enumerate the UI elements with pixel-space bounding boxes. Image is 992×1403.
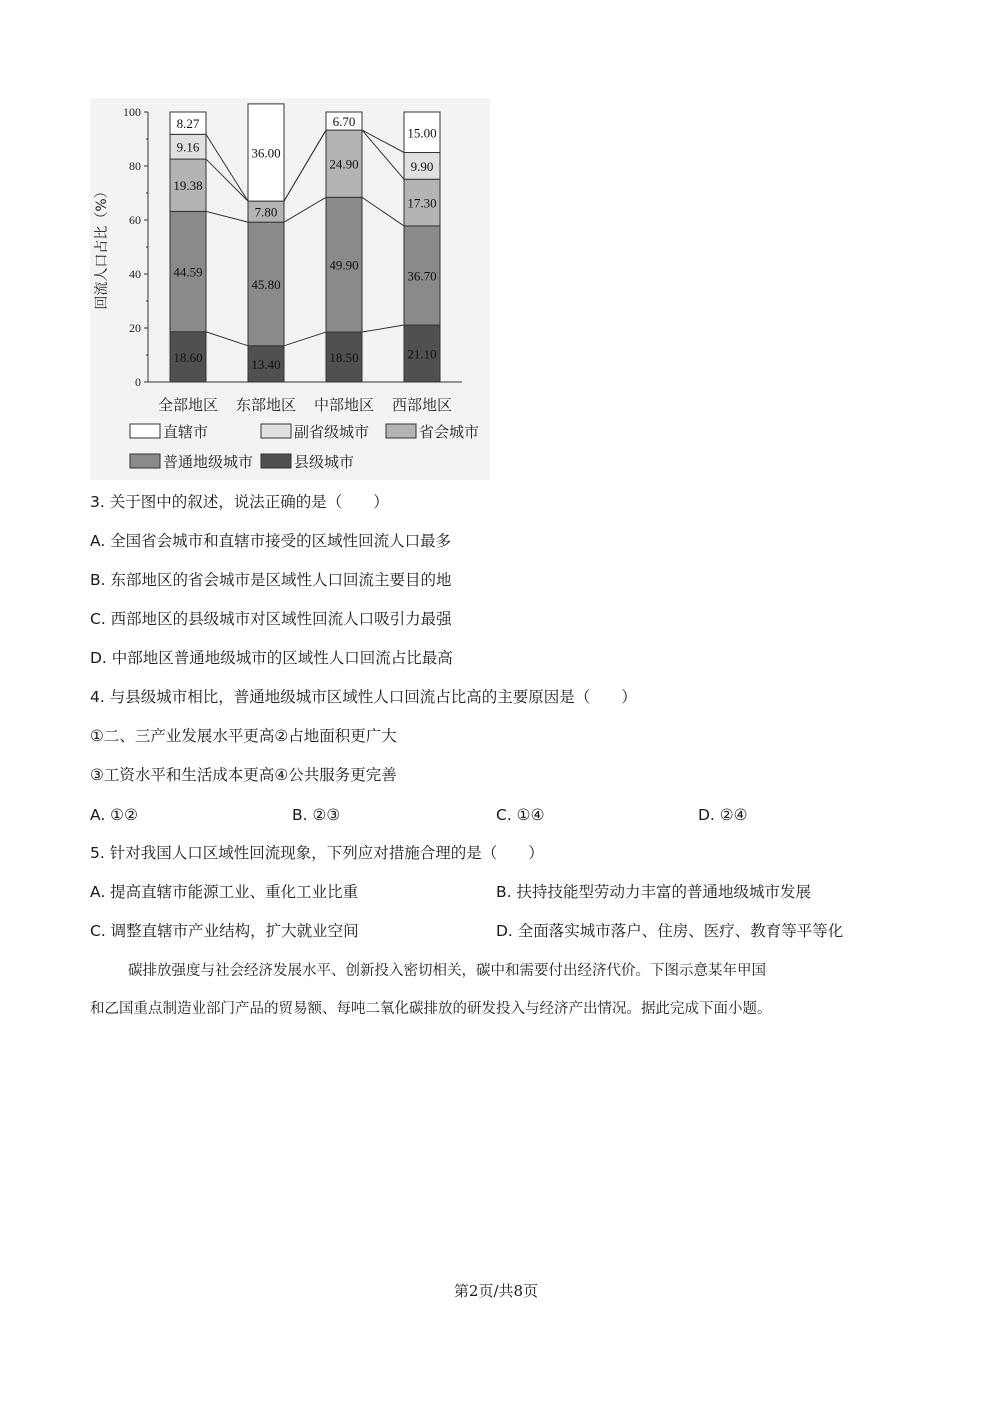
series-connector-line (362, 130, 404, 152)
series-connector-line (284, 130, 326, 201)
bar-value-label: 15.00 (407, 125, 437, 141)
q3-stem: 3. 关于图中的叙述，说法正确的是（ ） (90, 493, 389, 511)
q3-option-c: C. 西部地区的县级城市对区域性回流人口吸引力最强 (90, 610, 452, 628)
bar-value-label: 7.80 (254, 204, 278, 220)
bar-value-label: 21.10 (407, 346, 437, 362)
y-tick-label: 80 (129, 159, 141, 173)
series-connector-line (362, 325, 404, 332)
bar-value-label: 49.90 (329, 257, 359, 273)
bar-value-label: 17.30 (407, 195, 437, 211)
legend-label: 省会城市 (419, 423, 480, 441)
y-tick-label: 0 (135, 375, 141, 389)
q4-option-a: A. ①② (90, 806, 138, 824)
series-connector-line (206, 159, 248, 201)
legend-label: 直辖市 (163, 423, 209, 441)
legend-label: 县级城市 (294, 453, 355, 471)
q4-option-c: C. ①④ (496, 806, 545, 824)
q4-item-2: ③工资水平和生活成本更高④公共服务更完善 (90, 766, 397, 784)
y-tick-label: 60 (129, 213, 141, 227)
bar-value-label: 8.27 (176, 116, 200, 132)
x-category-label: 东部地区 (235, 396, 297, 414)
q4-stem: 4. 与县级城市相比，普通地级城市区域性人口回流占比高的主要原因是（ ） (90, 688, 637, 706)
series-connector-line (362, 197, 404, 226)
page-footer: 第2页/共8页 (453, 1282, 539, 1300)
legend-swatch (261, 454, 291, 468)
series-connector-line (206, 211, 248, 222)
q5-option-a: A. 提高直辖市能源工业、重化工业比重 (90, 883, 359, 901)
bar-value-label: 18.60 (173, 349, 203, 365)
q3-option-d: D. 中部地区普通地级城市的区域性人口回流占比最高 (90, 649, 453, 667)
passage-line-1: 碳排放强度与社会经济发展水平、创新投入密切相关，碳中和需要付出经济代价。下图示意某年甲国 (128, 963, 766, 979)
legend-swatch (261, 424, 291, 438)
legend-swatch (386, 424, 416, 438)
x-category-label: 西部地区 (391, 396, 453, 414)
q5-option-c: C. 调整直辖市产业结构，扩大就业空间 (90, 922, 359, 940)
chart-svg (90, 98, 490, 480)
x-category-label: 全部地区 (157, 396, 219, 414)
y-tick-label: 40 (129, 267, 141, 281)
q4-option-d: D. ②④ (698, 806, 748, 824)
q5-option-d: D. 全面落实城市落户、住房、医疗、教育等平等化 (496, 922, 844, 940)
passage-line-2: 和乙国重点制造业部门产品的贸易额、每吨二氧化碳排放的研发投入与经济产出情况。据此完成下面小题。 (90, 1001, 772, 1017)
series-connector-line (206, 134, 248, 201)
q3-option-b: B. 东部地区的省会城市是区域性人口回流主要目的地 (90, 571, 452, 589)
y-tick-label: 20 (129, 321, 141, 335)
q5-stem: 5. 针对我国人口区域性回流现象，下列应对措施合理的是（ ） (90, 844, 544, 862)
q4-option-b: B. ②③ (292, 806, 341, 824)
y-tick-label: 100 (123, 105, 141, 119)
series-connector-line (284, 197, 326, 222)
legend-swatch (130, 424, 160, 438)
bar-value-label: 44.59 (173, 264, 203, 280)
bar-value-label: 36.70 (407, 268, 437, 284)
series-connector-line (362, 130, 404, 179)
bar-value-label: 19.38 (173, 178, 203, 194)
legend-label: 普通地级城市 (163, 453, 254, 471)
bar-value-label: 45.80 (251, 276, 281, 292)
stacked-bar-chart (90, 98, 490, 480)
bar-value-label: 9.16 (176, 139, 200, 155)
bar-value-label: 9.90 (410, 158, 434, 174)
bar-value-label: 6.70 (332, 114, 356, 130)
series-connector-line (284, 332, 326, 346)
bar-value-label: 13.40 (251, 356, 281, 372)
q5-option-b: B. 扶持技能型劳动力丰富的普通地级城市发展 (496, 883, 811, 901)
legend-label: 副省级城市 (294, 423, 370, 441)
y-axis-title: 回流人口占比（%） (94, 184, 110, 310)
legend-swatch (130, 454, 160, 468)
series-connector-line (206, 332, 248, 346)
x-category-label: 中部地区 (313, 396, 375, 414)
bar-value-label: 18.50 (329, 350, 359, 366)
q3-option-a: A. 全国省会城市和直辖市接受的区域性回流人口最多 (90, 532, 452, 550)
bar-value-label: 24.90 (329, 156, 359, 172)
bar-value-label: 36.00 (251, 145, 281, 161)
q4-item-1: ①二、三产业发展水平更高②占地面积更广大 (90, 727, 397, 745)
